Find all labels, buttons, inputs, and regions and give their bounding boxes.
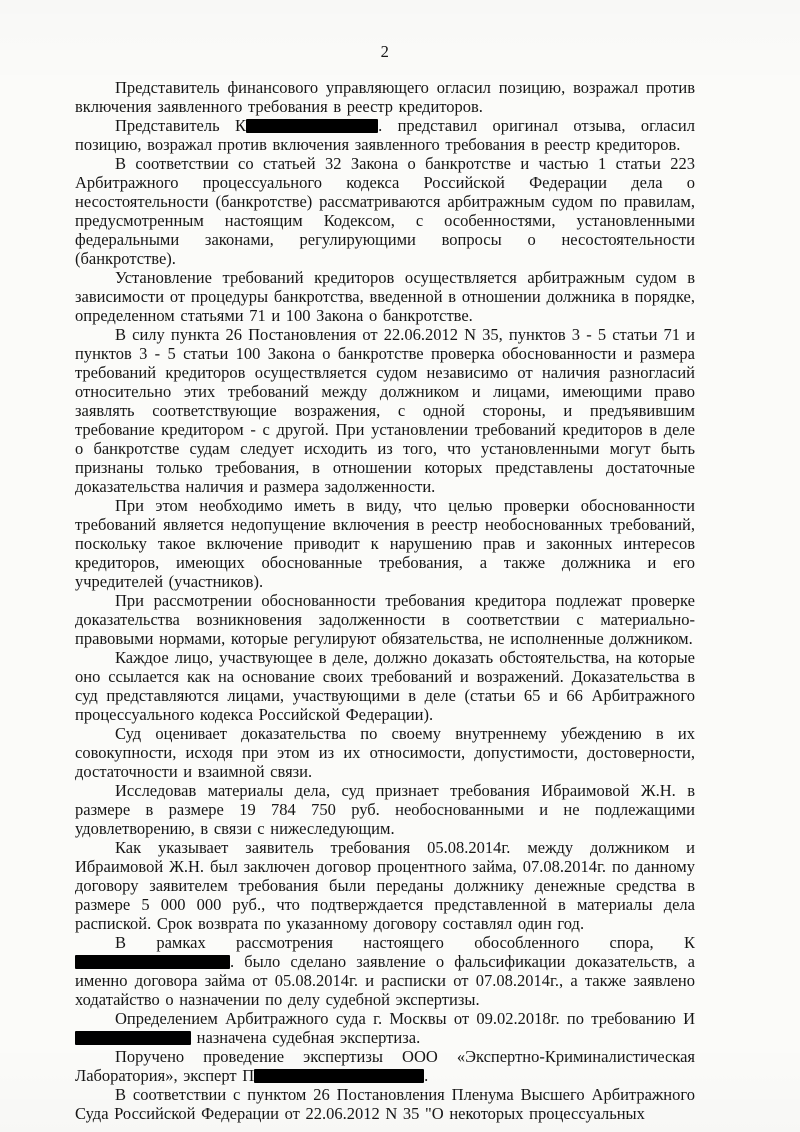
page-number: 2 [380, 42, 390, 61]
paragraph: Представитель К . представил оригинал отзыва, огласил позицию, возражал против включения заявленного требования в реестр кредиторов. [75, 116, 695, 154]
paragraph: В силу пункта 26 Постановления от 22.06.2012 N 35, пунктов 3 - 5 статьи 71 и пунктов 3 - 5 статьи 100 Закона о банкротстве проверка обоснованности и размера требований кредиторов осуществляется судом независимо от наличия разногласий относительно этих требований между должником и лицами, имеющими право заявлять соответствующие возражения, с одной стороны, и предъявившим требование кредитором - с другой. При установлении требований кредиторов в деле о банкротстве судам следует исходить из того, что установленными могут быть признаны только требования, в отношении которых представлены достаточные доказательства наличия и размера задолженности. [75, 325, 695, 496]
paragraph: Суд оценивает доказательства по своему внутреннему убеждению в их совокупности, исходя при этом из их относимости, допустимости, достоверности, достаточности и взаимной связи. [75, 724, 695, 781]
paragraph: Определением Арбитражного суда г. Москвы от 09.02.2018г. по требованию И назначена судебная экспертиза. [75, 1009, 695, 1047]
paragraph: Поручено проведение экспертизы ООО «Экспертно-Криминалистическая Лаборатория», эксперт П . [75, 1047, 695, 1085]
paragraph: В соответствии со статьей 32 Закона о банкротстве и частью 1 статьи 223 Арбитражного процессуального кодекса Российской Федерации дела о несостоятельности (банкротстве) рассматриваются арбитражным судом по правилам, предусмотренным настоящим Кодексом, с особенностями, установленными федеральными законами, регулирующими вопросы о несостоятельности (банкротстве). [75, 154, 695, 268]
paragraph: Представитель финансового управляющего огласил позицию, возражал против включения заявленного требования в реестр кредиторов. [75, 78, 695, 116]
redaction-bar [75, 1031, 191, 1045]
paragraph: В соответствии с пунктом 26 Постановления Пленума Высшего Арбитражного Суда Российской Федерации от 22.06.2012 N 35 "О некоторых процессуальных [75, 1085, 695, 1123]
paragraph: Как указывает заявитель требования 05.08.2014г. между должником и Ибраимовой Ж.Н. был заключен договор процентного займа, 07.08.2014г. по данному договору заявителем требования были переданы должнику денежные средства в размере 5 000 000 руб., что подтверждается представленной в материалы дела распиской. Срок возврата по указанному договору составлял один год. [75, 838, 695, 933]
paragraph: Исследовав материалы дела, суд признает требования Ибраимовой Ж.Н. в размере в размере 19 784 750 руб. необоснованными и не подлежащими удовлетворению, в связи с нижеследующим. [75, 781, 695, 838]
paragraph: При рассмотрении обоснованности требования кредитора подлежат проверке доказательства возникновения задолженности в соответствии с материально-правовыми нормами, которые регулируют обязательства, не исполненные должником. [75, 591, 695, 648]
redaction-bar [75, 955, 230, 969]
document-body [75, 78, 695, 1123]
redaction-bar [246, 119, 378, 133]
paragraph: При этом необходимо иметь в виду, что целью проверки обоснованности требований является недопущение включения в реестр необоснованных требований, поскольку такое включение приводит к нарушению прав и законных интересов кредиторов, имеющих обоснованные требования, а также должника и его учредителей (участников). [75, 496, 695, 591]
redaction-bar [254, 1069, 424, 1083]
paragraph: Установление требований кредиторов осуществляется арбитражным судом в зависимости от процедуры банкротства, введенной в отношении должника в порядке, определенном статьями 71 и 100 Закона о банкротстве. [75, 268, 695, 325]
paragraph: Каждое лицо, участвующее в деле, должно доказать обстоятельства, на которые оно ссылается как на основание своих требований и возражений. Доказательства в суд представляются лицами, участвующими в деле (статьи 65 и 66 Арбитражного процессуального кодекса Российской Федерации). [75, 648, 695, 724]
paragraph: В рамках рассмотрения настоящего обособленного спора, К. было сделано заявление о фальсификации доказательств, а именно договора займа от 05.08.2014г. и расписки от 07.08.2014г., а также заявлено ходатайство о назначении по делу судебной экспертизы. [75, 933, 695, 1009]
